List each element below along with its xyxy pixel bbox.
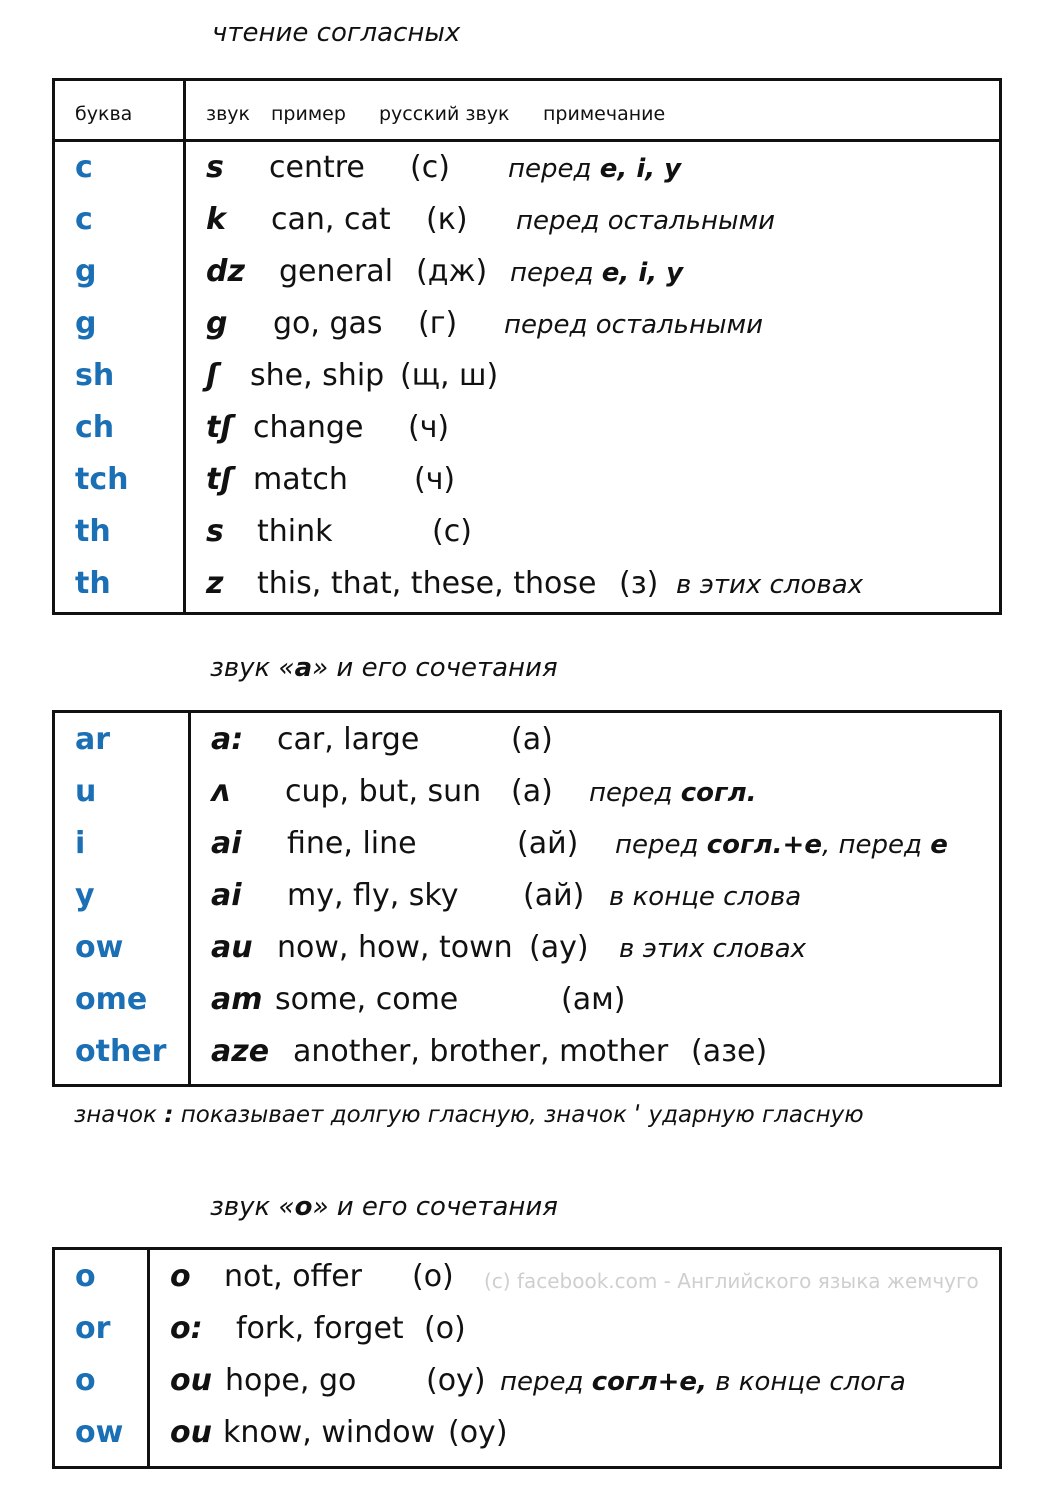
russian-sound: (ай) — [523, 878, 585, 913]
note: перед остальными — [516, 206, 775, 236]
watermark: (c) facebook.com - Английского языка жемчуго — [484, 1269, 979, 1293]
note: в этих словах — [676, 570, 864, 600]
sound: ʌ — [211, 774, 231, 809]
table-row — [186, 404, 999, 456]
letter-ch: ch — [75, 410, 115, 445]
table-row — [150, 1357, 999, 1409]
table-row — [191, 872, 999, 924]
note: перед согл+е, в конце слога — [500, 1367, 906, 1397]
russian-sound: (г) — [418, 306, 458, 341]
russian-sound: (к) — [426, 202, 468, 237]
russian-sound: (ай) — [517, 826, 579, 861]
example: match — [253, 462, 348, 497]
russian-sound: (с) — [432, 514, 472, 549]
sound: ai — [211, 878, 242, 913]
sound: g — [206, 306, 228, 341]
example: think — [257, 514, 333, 549]
example: cup, but, sun — [285, 774, 482, 809]
table-row — [186, 352, 999, 404]
letter-th: th — [75, 514, 111, 549]
header-sound: звук — [206, 103, 251, 125]
sound: o: — [170, 1311, 203, 1346]
sound: tʃ — [206, 462, 233, 497]
table-row — [191, 976, 999, 1028]
letter-y: y — [75, 878, 95, 913]
sound: z — [206, 566, 224, 601]
sound: ou — [170, 1363, 212, 1398]
sound: am — [211, 982, 263, 1017]
letter-g: g — [75, 306, 97, 341]
note: в конце слова — [609, 882, 802, 912]
letter-th: th — [75, 566, 111, 601]
russian-sound: (оу) — [448, 1415, 508, 1450]
table-row — [150, 1253, 999, 1305]
table-row — [191, 768, 999, 820]
note: перед e, i, y — [508, 154, 682, 184]
letter-tch: tch — [75, 462, 129, 497]
example: general — [279, 254, 394, 289]
example: know, window — [223, 1415, 436, 1450]
sound: au — [211, 930, 253, 965]
table-row — [150, 1409, 999, 1461]
russian-sound: (о) — [412, 1259, 454, 1294]
letter-or: or — [75, 1311, 111, 1346]
example: she, ship — [250, 358, 385, 393]
example: car, large — [277, 722, 420, 757]
letter-ar: ar — [75, 722, 111, 757]
example: can, cat — [271, 202, 391, 237]
table-row — [186, 144, 999, 196]
sound: a: — [211, 722, 244, 757]
sound: dz — [206, 254, 245, 289]
table-row — [186, 456, 999, 508]
russian-sound: (о) — [424, 1311, 466, 1346]
example: not, offer — [224, 1259, 363, 1294]
russian-sound: (а) — [511, 774, 553, 809]
table-row — [191, 716, 999, 768]
note: в этих словах — [619, 934, 807, 964]
example: fork, forget — [236, 1311, 404, 1346]
note: перед остальными — [504, 310, 763, 340]
letter-c: c — [75, 202, 93, 237]
example: change — [253, 410, 364, 445]
letter-o: o — [75, 1363, 96, 1398]
russian-sound: (ч) — [408, 410, 450, 445]
sound: k — [206, 202, 226, 237]
example: another, brother, mother — [293, 1034, 669, 1069]
table-row — [191, 1028, 999, 1080]
example: my, fly, sky — [287, 878, 459, 913]
table-row — [186, 196, 999, 248]
example: hope, go — [225, 1363, 357, 1398]
sound: ou — [170, 1415, 212, 1450]
table-row — [186, 300, 999, 352]
letter-ome: ome — [75, 982, 148, 1017]
sound: ai — [211, 826, 242, 861]
consonants-table — [52, 78, 1002, 615]
header-note: примечание — [543, 103, 666, 125]
header-russian: русский звук — [379, 103, 510, 125]
sound: ʃ — [206, 358, 219, 393]
letter-ow: ow — [75, 930, 124, 965]
russian-sound: (а) — [511, 722, 553, 757]
russian-sound: (щ, ш) — [400, 358, 499, 393]
footnote: значок : показывает долгую гласную, значок ˈ ударную гласную — [74, 1102, 864, 1128]
header-letter: буква — [75, 103, 133, 125]
example: this, that, these, those — [257, 566, 597, 601]
letter-other: other — [75, 1034, 167, 1069]
letter-c: c — [75, 150, 93, 185]
example: fine, line — [287, 826, 417, 861]
table-row — [191, 924, 999, 976]
consonants-title: чтение согласных — [212, 18, 461, 48]
note: перед согл.+е, перед е — [615, 830, 948, 860]
vowel-a-table — [52, 710, 1002, 1087]
note: перед согл. — [589, 778, 757, 808]
sound: aze — [211, 1034, 270, 1069]
sound: s — [206, 150, 224, 185]
russian-sound: (с) — [410, 150, 450, 185]
note: перед e, i, y — [510, 258, 684, 288]
russian-sound: (ам) — [561, 982, 626, 1017]
example: go, gas — [273, 306, 383, 341]
russian-sound: (ау) — [529, 930, 589, 965]
russian-sound: (дж) — [416, 254, 488, 289]
example: centre — [269, 150, 365, 185]
russian-sound: (ч) — [414, 462, 456, 497]
letter-o: o — [75, 1259, 96, 1294]
sound: s — [206, 514, 224, 549]
vowel-o-table — [52, 1247, 1002, 1469]
header-row — [186, 81, 999, 142]
sound: tʃ — [206, 410, 233, 445]
letter-u: u — [75, 774, 97, 809]
example: now, how, town — [277, 930, 513, 965]
table-row — [150, 1305, 999, 1357]
table-row — [186, 508, 999, 560]
russian-sound: (азе) — [691, 1034, 768, 1069]
table-row — [186, 560, 999, 612]
russian-sound: (з) — [619, 566, 659, 601]
letter-sh: sh — [75, 358, 115, 393]
letter-ow: ow — [75, 1415, 124, 1450]
russian-sound: (оу) — [426, 1363, 486, 1398]
header-letter-cell — [55, 81, 183, 142]
sound: o — [170, 1259, 191, 1294]
letter-i: i — [75, 826, 86, 861]
table-row — [191, 820, 999, 872]
letter-g: g — [75, 254, 97, 289]
example: some, come — [275, 982, 459, 1017]
table-row — [186, 248, 999, 300]
vowel-a-title: звук «a» и его сочетания — [210, 653, 558, 683]
header-example: пример — [271, 103, 346, 125]
vowel-o-title: звук «o» и его сочетания — [210, 1192, 558, 1222]
